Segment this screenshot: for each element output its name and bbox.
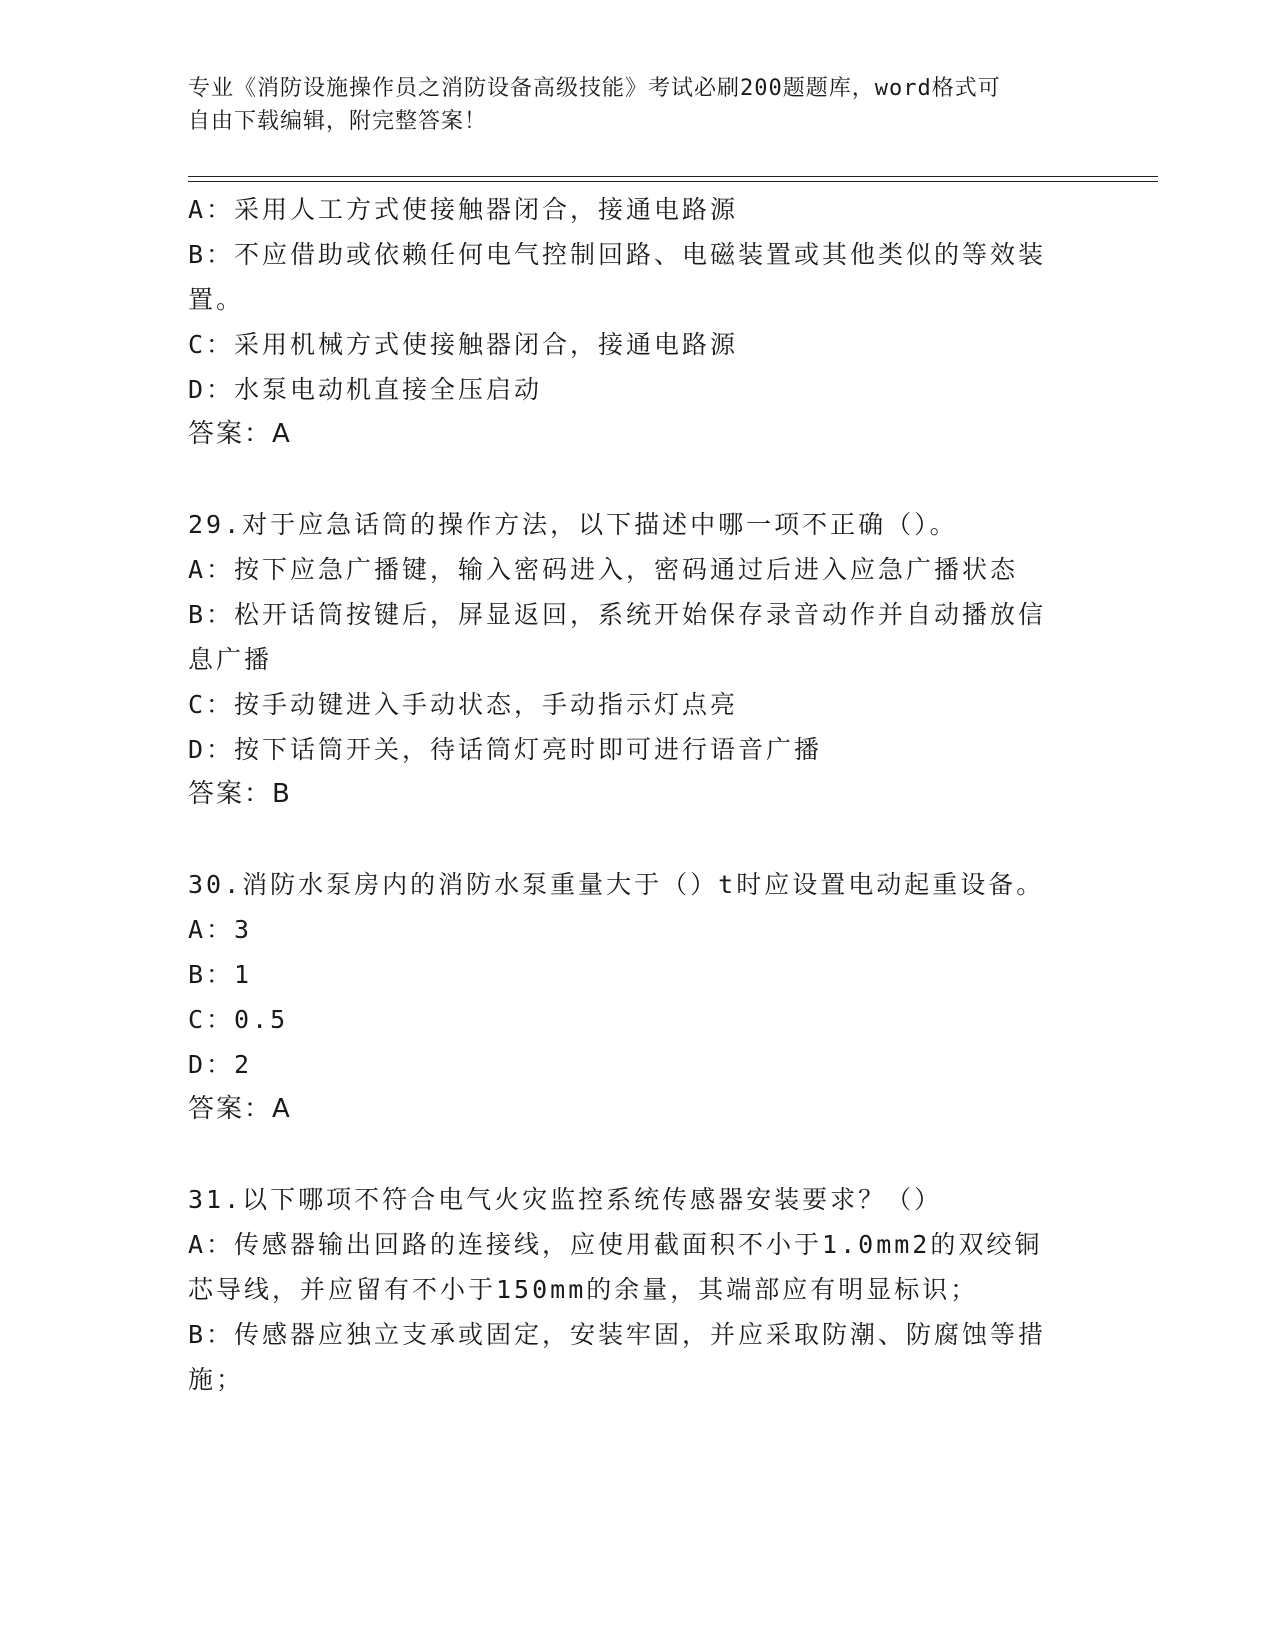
header-line-1: 专业《消防设施操作员之消防设备高级技能》考试必刷200题题库，word格式可 — [188, 76, 1001, 101]
question-list — [188, 187, 1088, 1402]
option-b: B：不应借助或依赖任何电气控制回路、电磁装置或其他类似的等效装 — [188, 240, 1047, 269]
option-c: C：按手动键进入手动状态，手动指示灯点亮 — [188, 690, 739, 719]
blank-line — [188, 457, 1088, 502]
option-b: B：1 — [188, 960, 253, 989]
option-c: C：0.5 — [188, 1005, 289, 1034]
option-b-continued: 施； — [188, 1365, 245, 1394]
option-d: D：按下话筒开关，待话筒灯亮时即可进行语音广播 — [188, 735, 823, 764]
answer: 答案：A — [188, 1094, 292, 1124]
option-a-continued: 芯导线，并应留有不小于150mm的余量，其端部应有明显标识； — [188, 1275, 979, 1304]
option-b-continued: 息广播 — [188, 645, 273, 674]
question-29 — [188, 502, 1088, 817]
option-a: A：3 — [188, 915, 253, 944]
header-divider — [188, 176, 1158, 182]
question-30 — [188, 862, 1088, 1132]
option-d: D：水泵电动机直接全压启动 — [188, 375, 543, 404]
option-a: A：传感器输出回路的连接线，应使用截面积不小于1.0mm2的双绞铜 — [188, 1230, 1043, 1259]
question-stem: 31.以下哪项不符合电气火灾监控系统传感器安装要求？（） — [188, 1185, 943, 1214]
option-b-continued: 置。 — [188, 285, 245, 314]
option-c: C：采用机械方式使接触器闭合，接通电路源 — [188, 330, 739, 359]
question-28-tail — [188, 187, 1088, 457]
question-stem: 30.消防水泵房内的消防水泵重量大于（）t时应设置电动起重设备。 — [188, 870, 1045, 899]
answer: 答案：A — [188, 419, 292, 449]
document-header — [188, 72, 1078, 138]
answer: 答案：B — [188, 779, 292, 809]
blank-line — [188, 1132, 1088, 1177]
question-31 — [188, 1177, 1088, 1402]
option-a: A：按下应急广播键，输入密码进入，密码通过后进入应急广播状态 — [188, 555, 1019, 584]
option-d: D：2 — [188, 1050, 253, 1079]
header-line-2: 自由下载编辑，附完整答案！ — [188, 109, 488, 134]
option-b: B：传感器应独立支承或固定，安装牢固，并应采取防潮、防腐蚀等措 — [188, 1320, 1047, 1349]
option-b: B：松开话筒按键后，屏显返回，系统开始保存录音动作并自动播放信 — [188, 600, 1047, 629]
question-stem: 29.对于应急话筒的操作方法，以下描述中哪一项不正确（）。 — [188, 510, 958, 539]
blank-line — [188, 817, 1088, 862]
option-a: A：采用人工方式使接触器闭合，接通电路源 — [188, 195, 739, 224]
